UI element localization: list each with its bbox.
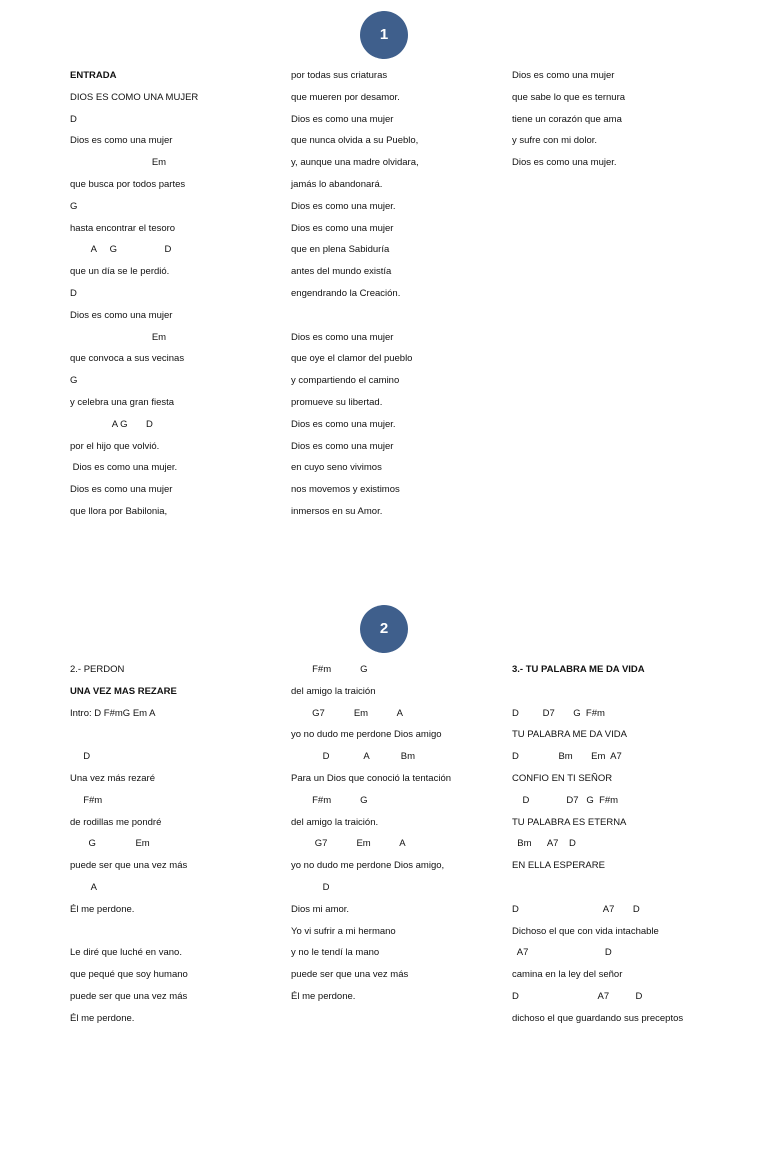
- lyric-line: engendrando la Creación.: [291, 287, 401, 299]
- lyric-line: G Em: [70, 838, 150, 850]
- lyric-line: que oye el clamor del pueblo: [291, 353, 413, 365]
- lyric-line: D D7 G F#m: [512, 707, 605, 719]
- lyric-line: por el hijo que volvió.: [70, 440, 160, 452]
- lyric-line: que sabe lo que es ternura: [512, 91, 626, 103]
- lyric-line: [70, 729, 285, 751]
- lyric-line: D: [70, 113, 77, 125]
- lyric-line: que mueren por desamor.: [291, 91, 400, 103]
- lyric-line: F#m: [70, 794, 103, 806]
- lyric-line: Yo vi sufrir a mi hermano: [291, 925, 396, 937]
- column-2: [291, 664, 506, 1013]
- lyric-line: Dios es como una mujer.: [70, 462, 178, 474]
- lyric-line: del amigo la traición.: [291, 816, 379, 828]
- lyric-line: que en plena Sabiduría: [291, 244, 390, 256]
- column-1: [70, 70, 285, 528]
- lyric-line: D D7 G F#m: [512, 794, 619, 806]
- lyric-line: puede ser que una vez más: [70, 860, 188, 872]
- lyric-line: Dios es como una mujer: [70, 309, 173, 321]
- lyric-line: y no le tendí la mano: [291, 947, 380, 959]
- lyric-line: A: [70, 881, 97, 893]
- lyric-line: yo no dudo me perdone Dios amigo,: [291, 860, 445, 872]
- lyric-line: D: [291, 881, 330, 893]
- lyric-line: 2.- PERDON: [70, 664, 125, 675]
- column-3: [512, 664, 742, 1035]
- lyric-line: hasta encontrar el tesoro: [70, 222, 176, 234]
- lyric-line: TU PALABRA ME DA VIDA: [512, 729, 627, 741]
- song-heading: 3.- TU PALABRA ME DA VIDA: [512, 664, 645, 675]
- lyric-line: yo no dudo me perdone Dios amigo: [291, 729, 442, 741]
- lyric-line: dichoso el que guardando sus preceptos: [512, 1012, 684, 1024]
- lyric-line: promueve su libertad.: [291, 396, 383, 408]
- lyric-line: Dios es como una mujer.: [291, 200, 396, 212]
- lyric-line: inmersos en su Amor.: [291, 505, 383, 517]
- lyric-line: Dios es como una mujer: [291, 440, 394, 452]
- lyric-line: [70, 926, 285, 948]
- lyric-line: del amigo la traición: [291, 685, 376, 697]
- lyric-line: y compartiendo el camino: [291, 375, 400, 387]
- lyric-line: que busca por todos partes: [70, 178, 186, 190]
- lyric-line: Él me perdone.: [70, 1012, 135, 1024]
- lyric-line: que convoca a sus vecinas: [70, 353, 185, 365]
- song-heading: UNA VEZ MAS REZARE: [70, 685, 177, 697]
- lyric-line: [291, 310, 506, 332]
- lyric-line: Él me perdone.: [70, 903, 135, 915]
- lyric-line: nos movemos y existimos: [291, 484, 400, 496]
- lyric-line: en cuyo seno vivimos: [291, 462, 382, 474]
- lyric-line: A7 D: [512, 947, 612, 959]
- lyric-line: D: [70, 287, 77, 299]
- lyric-line: que nunca olvida a su Pueblo,: [291, 135, 419, 147]
- lyric-line: G: [70, 375, 78, 387]
- page-number-badge: 2: [360, 605, 408, 653]
- lyric-line: camina en la ley del señor: [512, 969, 623, 981]
- lyric-line: G7 Em A: [291, 838, 406, 850]
- lyric-line: F#m G: [291, 794, 368, 806]
- lyric-line: Dios es como una mujer: [512, 70, 615, 81]
- lyric-line: Intro: D F#mG Em A: [70, 707, 156, 719]
- lyric-line: F#m G: [291, 664, 368, 675]
- lyric-line: CONFIO EN TI SEÑOR: [512, 772, 613, 784]
- lyric-line: [512, 882, 742, 904]
- lyric-line: Em: [70, 331, 167, 343]
- lyric-line: que llora por Babilonia,: [70, 505, 168, 517]
- lyric-line: y celebra una gran fiesta: [70, 396, 175, 408]
- column-2: [291, 70, 506, 528]
- lyric-line: por todas sus criaturas: [291, 70, 388, 81]
- lyric-line: [512, 686, 742, 708]
- lyric-line: puede ser que una vez más: [291, 969, 409, 981]
- lyric-line: EN ELLA ESPERARE: [512, 860, 605, 872]
- lyric-line: A G D: [70, 418, 153, 430]
- lyric-line: Dios es como una mujer.: [291, 418, 396, 430]
- lyric-line: Dios es como una mujer: [291, 331, 394, 343]
- lyric-line: Dios es como una mujer: [291, 222, 394, 234]
- lyric-line: Le diré que luché en vano.: [70, 947, 182, 959]
- lyric-line: D: [70, 751, 91, 763]
- lyric-line: que un día se le perdió.: [70, 266, 170, 278]
- lyric-line: Dios mi amor.: [291, 903, 350, 915]
- lyric-line: y, aunque una madre olvidara,: [291, 157, 419, 169]
- lyric-line: Bm A7 D: [512, 838, 576, 850]
- page-number-badge: 1: [360, 11, 408, 59]
- lyric-line: D A Bm: [291, 751, 416, 763]
- lyric-line: A G D: [70, 244, 172, 256]
- lyric-line: G: [70, 200, 78, 212]
- lyric-line: Él me perdone.: [291, 990, 356, 1002]
- lyric-line: Una vez más rezaré: [70, 772, 156, 784]
- lyric-line: D Bm Em A7: [512, 751, 622, 763]
- lyric-line: Dichoso el que con vida intachable: [512, 925, 659, 937]
- lyric-line: DIOS ES COMO UNA MUJER: [70, 91, 199, 103]
- page-1: [0, 0, 768, 560]
- lyric-line: que pequé que soy humano: [70, 969, 188, 981]
- lyric-line: puede ser que una vez más: [70, 990, 188, 1002]
- lyric-line: Para un Dios que conoció la tentación: [291, 772, 452, 784]
- lyric-line: Em: [70, 157, 167, 169]
- lyric-line: jamás lo abandonará.: [291, 178, 383, 190]
- song-heading: ENTRADA: [70, 70, 117, 81]
- lyric-line: antes del mundo existía: [291, 266, 392, 278]
- column-3: [512, 70, 742, 179]
- lyric-line: Dios es como una mujer: [291, 113, 394, 125]
- lyric-line: Dios es como una mujer: [70, 484, 173, 496]
- page-2: [0, 594, 768, 1154]
- lyric-line: D A7 D: [512, 990, 643, 1002]
- lyric-line: y sufre con mi dolor.: [512, 135, 598, 147]
- lyric-line: TU PALABRA ES ETERNA: [512, 816, 627, 828]
- lyric-line: Dios es como una mujer: [70, 135, 173, 147]
- column-1: [70, 664, 285, 1035]
- lyric-line: G7 Em A: [291, 707, 403, 719]
- lyric-line: Dios es como una mujer.: [512, 157, 617, 169]
- lyric-line: tiene un corazón que ama: [512, 113, 622, 125]
- lyric-line: de rodillas me pondré: [70, 816, 162, 828]
- lyric-line: D A7 D: [512, 903, 640, 915]
